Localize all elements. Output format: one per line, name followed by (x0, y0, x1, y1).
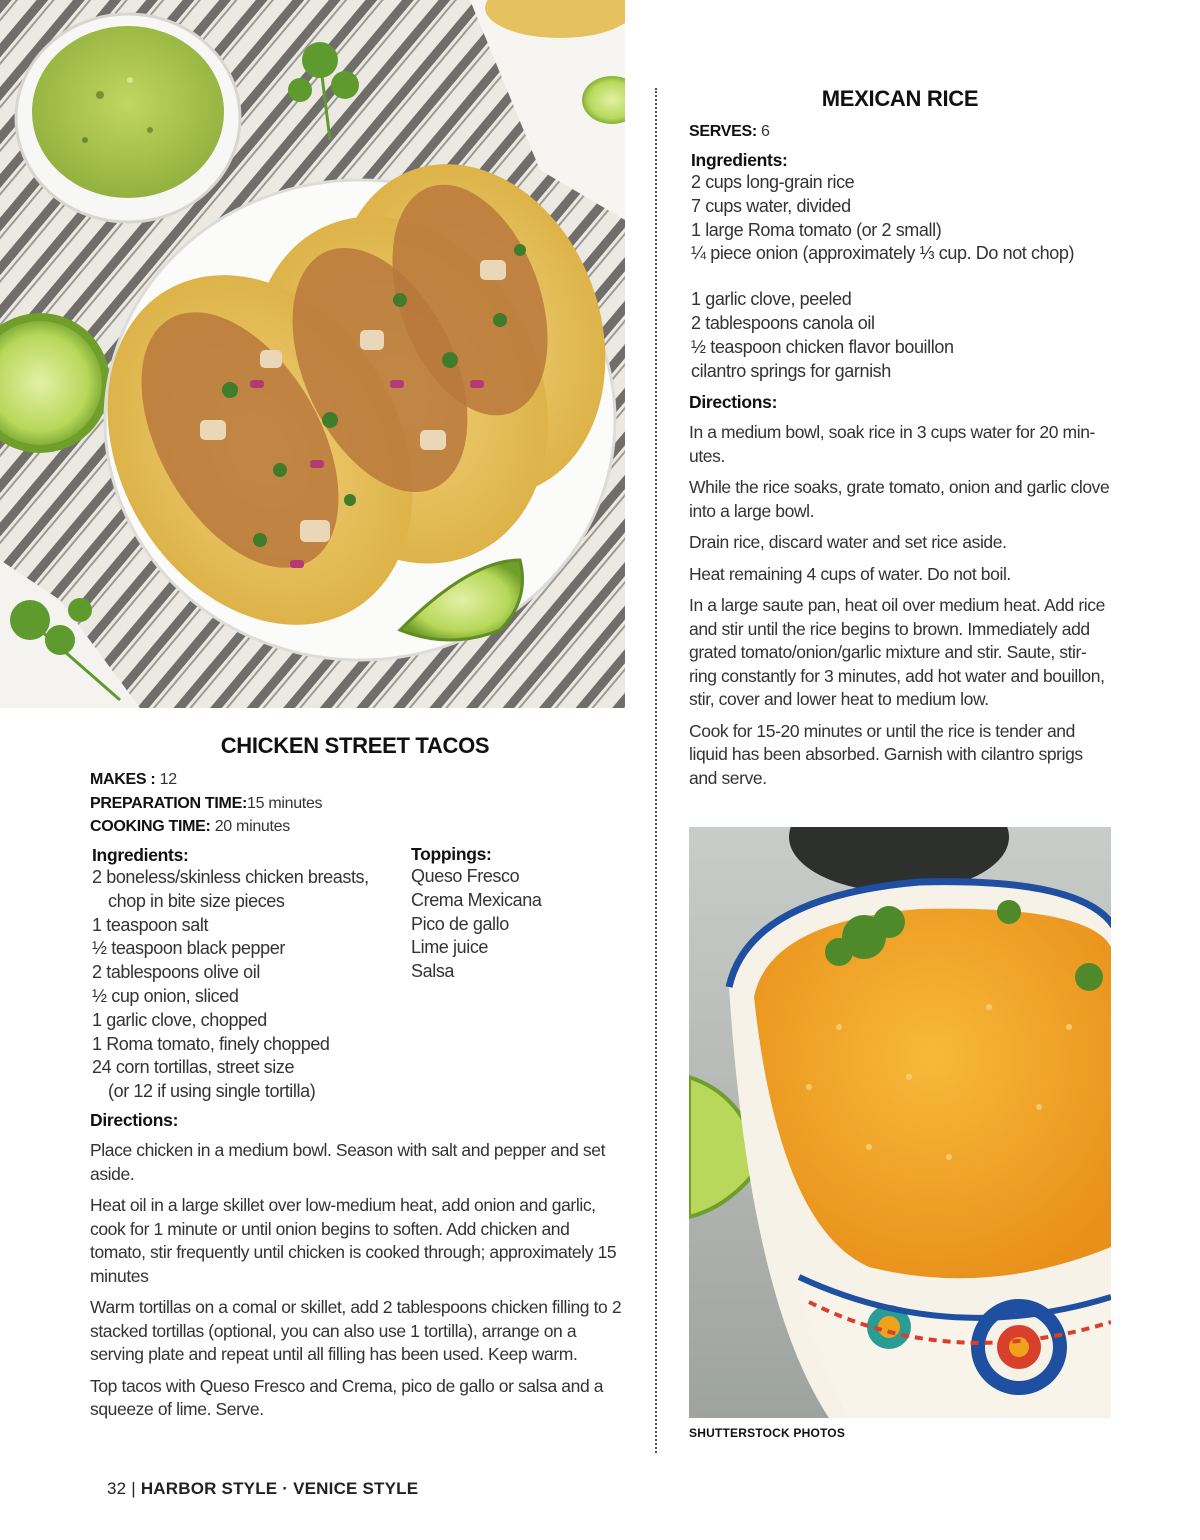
page-footer (107, 1479, 418, 1499)
ingredient-item: ½ cup onion, sliced (92, 985, 239, 1006)
ingredient-item: ½ teaspoon black pepper (92, 938, 285, 959)
topping-item: Pico de gallo (411, 913, 509, 934)
ingredient-item: 7 cups water, divided (691, 195, 851, 216)
topping-item: Crema Mexicana (411, 889, 542, 910)
page-number: 32 (107, 1479, 127, 1498)
ingredient-item: 24 corn tortillas, street size (92, 1057, 295, 1078)
prep-time-value: 15 minutes (246, 794, 323, 812)
rice-ingredients-heading: Ingredients: (691, 150, 788, 170)
ingredient-item: 2 boneless/skinless chicken breasts, (92, 867, 369, 887)
direction-step: Top tacos with Queso Fresco and Crema, pico de gallo or salsa and a squeeze of lime. Serve. (90, 1375, 604, 1419)
ingredient-item: 2 cups long-grain rice (691, 172, 855, 192)
footer-bullet: · (282, 1479, 289, 1498)
serves-value: 6 (761, 123, 770, 140)
prep-time-label: PREPARATION TIME: (90, 794, 247, 812)
toppings-list (411, 865, 611, 984)
ingredient-item: ¼ piece onion (approximately ⅓ cup. Do not chop) (691, 243, 1075, 264)
direction-step: Heat oil in a large skillet over low-medium heat, add onion and garlic, cook for 1 minute or until onion begins to soften. Add chicken and tomato, stir frequently until chicken is cooked through; approximately 15 minutes (90, 1195, 617, 1286)
ingredient-item: 1 garlic clove, chopped (92, 1009, 267, 1030)
ingredient-item: 1 Roma tomato, finely chopped (92, 1033, 330, 1054)
direction-step: While the rice soaks, grate tomato, onion and garlic clove into a large bowl. (689, 477, 1110, 521)
cook-time-value: 20 minutes (214, 818, 290, 835)
tacos-ingredients-heading: Ingredients: (92, 845, 189, 865)
direction-step: Heat remaining 4 cups of water. Do not boil. (689, 563, 1011, 584)
tacos-directions (90, 1110, 625, 1430)
direction-step: In a medium bowl, soak rice in 3 cups water for 20 min- utes. (689, 422, 1095, 466)
tacos-title: CHICKEN STREET TACOS (220, 733, 490, 758)
rice-serves (689, 120, 770, 144)
ingredient-item: cilantro springs for garnish (691, 360, 891, 381)
direction-step: Drain rice, discard water and set rice aside. (689, 532, 1007, 552)
ingredient-item: 1 large Roma tomato (or 2 small) (691, 219, 942, 240)
toppings-heading: Toppings: (411, 844, 492, 864)
tacos-ingredients (92, 845, 412, 1104)
makes-line (90, 768, 322, 792)
cook-time-line (90, 815, 322, 839)
makes-label: MAKES : (90, 771, 156, 788)
ingredient-item: (or 12 if using single tortilla) (108, 1081, 316, 1102)
chicken-tacos-photo (0, 0, 625, 708)
publication-name: HARBOR STYLE (140, 1479, 278, 1498)
rice-directions (689, 392, 1114, 798)
ingredient-item: 2 tablespoons canola oil (691, 312, 875, 333)
prep-time-line (90, 792, 322, 816)
tacos-toppings (411, 844, 611, 984)
serves-label: SERVES: (689, 123, 757, 140)
cook-time-label: COOKING TIME: (90, 818, 211, 835)
photo-credit: SHUTTERSTOCK PHOTOS (689, 1426, 846, 1440)
direction-step: Cook for 15-20 minutes or until the rice is tender and liquid has been absorbed. Garnish with cilantro sprigs and serve. (689, 720, 1083, 788)
topping-item: Salsa (411, 961, 455, 982)
direction-step: Place chicken in a medium bowl. Season with salt and pepper and set aside. (90, 1140, 606, 1184)
rice-ingredients-list-b (691, 288, 1121, 383)
edition-name: VENICE STYLE (293, 1479, 419, 1498)
makes-value: 12 (159, 771, 177, 788)
tacos-meta (90, 768, 322, 839)
ingredient-item: 2 tablespoons olive oil (92, 962, 260, 983)
tacos-ingredients-list (92, 866, 412, 1104)
ingredient-item: 1 garlic clove, peeled (691, 289, 852, 310)
topping-item: Lime juice (411, 937, 489, 958)
direction-step: Warm tortillas on a comal or skillet, add 2 tablespoons chicken filling to 2 stacked tortillas (optional, you can also use 1 tortilla), arrange on a serving plate and repeat until all filling has been used. Keep warm. (90, 1297, 622, 1364)
direction-step: In a large saute pan, heat oil over medium heat. Add rice and stir until the rice begins to brown. Immediately add grated tomato/onion/garlic mixture and stir. Saute, stir- ring constantly for 3 minutes, add hot water and bouillon, stir, cover and lower heat to medium low. (689, 595, 1105, 709)
rice-directions-heading: Directions: (689, 392, 778, 412)
rice-ingredients (691, 150, 1121, 383)
ingredient-item: chop in bite size pieces (108, 890, 285, 911)
rice-title: MEXICAN RICE (821, 86, 979, 111)
footer-separator: | (131, 1479, 136, 1498)
ingredient-item: ½ teaspoon chicken flavor bouillon (691, 336, 954, 357)
topping-item: Queso Fresco (411, 866, 520, 886)
rice-ingredients-list-a (691, 171, 1121, 266)
tacos-directions-heading: Directions: (90, 1110, 179, 1130)
mexican-rice-photo (689, 827, 1111, 1418)
column-divider (655, 88, 657, 1453)
ingredient-item: 1 teaspoon salt (92, 914, 209, 935)
